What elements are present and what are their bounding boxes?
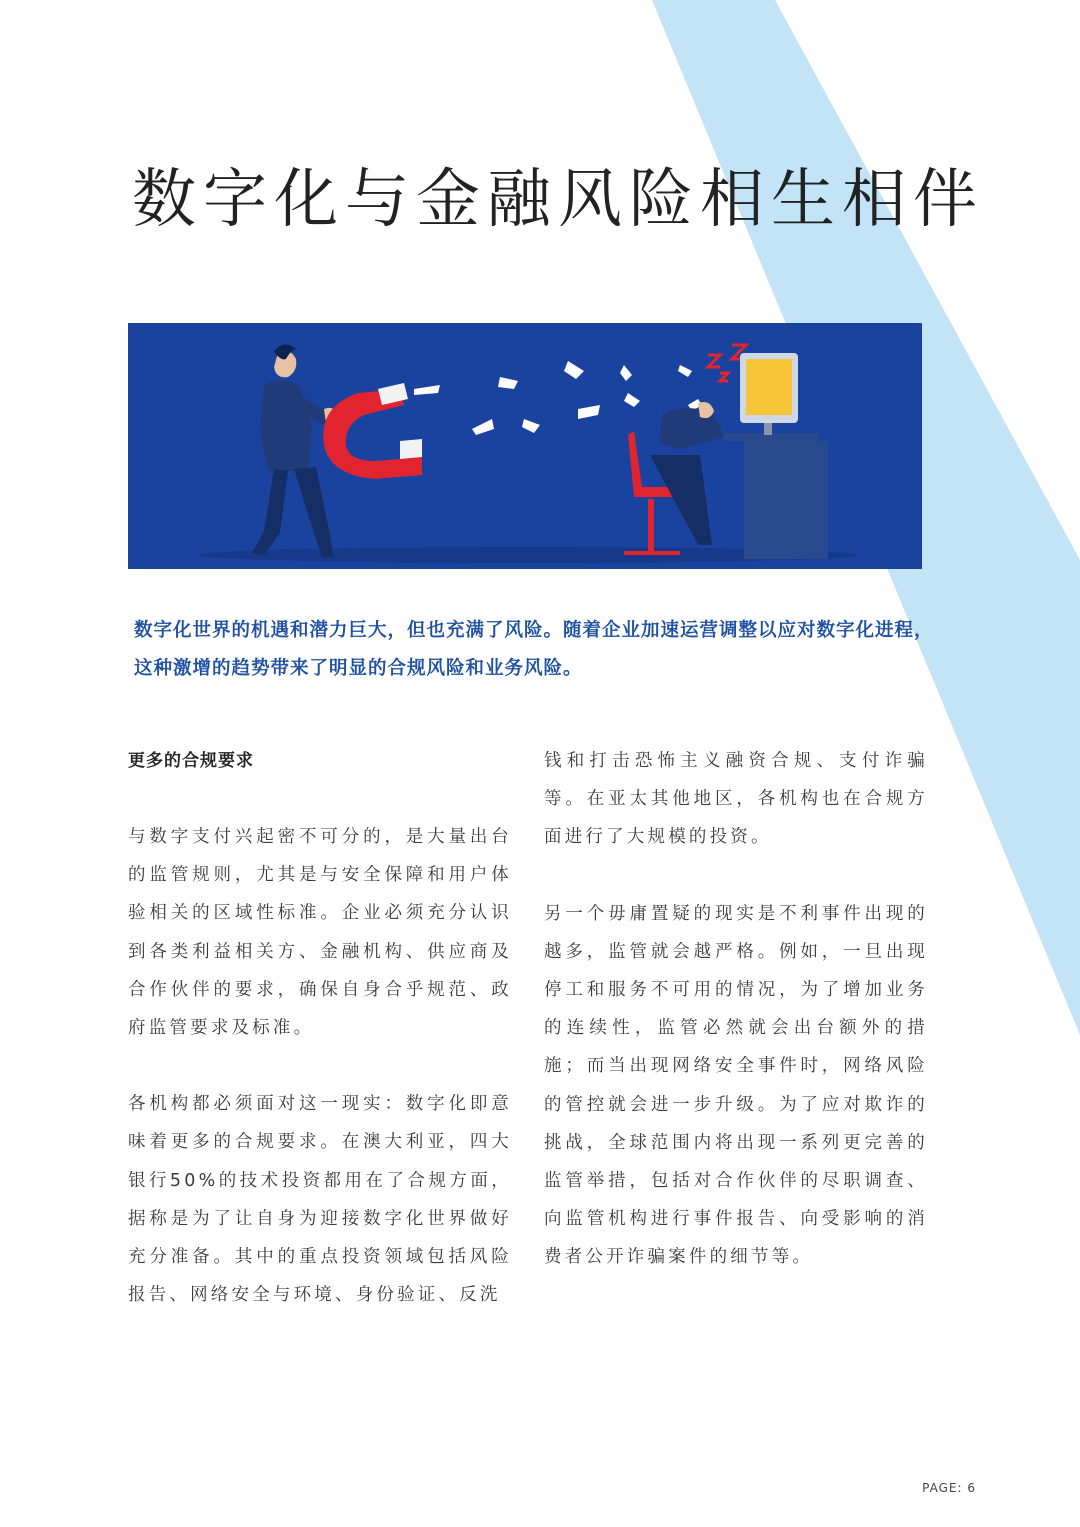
body-paragraph: 各机构都必须面对这一现实：数字化即意味着更多的合规要求。在澳大利亚，四大银行50%的技术投资都用在了合规方面，据称是为了让自身为迎接数字化世界做好充分准备。其中的重点投资领域包括风险报告、网络安全与环境、身份验证、反洗 (128, 1094, 512, 1306)
body-paragraph: 另一个毋庸置疑的现实是不利事件出现的越多，监管就会越严格。例如，一旦出现停工和服务不可用的情况，为了增加业务的连续性，监管必然就会出台额外的措施；而当出现网络安全事件时，网络风险的管控就会进一步升级。为了应对欺诈的挑战，全球范围内将出现一系列更完善的监管举措，包括对合作伙伴的尽职调查、向监管机构进行事件报告、向受影响的消费者公开诈骗案件的细节等。 (544, 903, 928, 1268)
page-title: 数字化与金融风险相生相伴 (132, 163, 984, 237)
right-column (544, 742, 928, 1315)
lead-paragraph: 数字化世界的机遇和潜力巨大，但也充满了风险。随着企业加速运营调整以应对数字化进程，这种激增的趋势带来了明显的合规风险和业务风险。 (134, 620, 934, 679)
section-heading: 更多的合规要求 (128, 751, 254, 771)
body-paragraph: 与数字支付兴起密不可分的，是大量出台的监管规则，尤其是与安全保障和用户体验相关的区域性标准。企业必须充分认识到各类利益相关方、金融机构、供应商及合作伙伴的要求，确保自身合乎规范、政府监管要求及标准。 (128, 827, 512, 1039)
left-column (128, 742, 512, 1352)
hero-illustration (128, 323, 922, 569)
page-number: PAGE: 6 (922, 1481, 976, 1495)
body-paragraph: 钱和打击恐怖主义融资合规、支付诈骗等。在亚太其他地区，各机构也在合规方面进行了大规模的投资。 (544, 751, 928, 848)
